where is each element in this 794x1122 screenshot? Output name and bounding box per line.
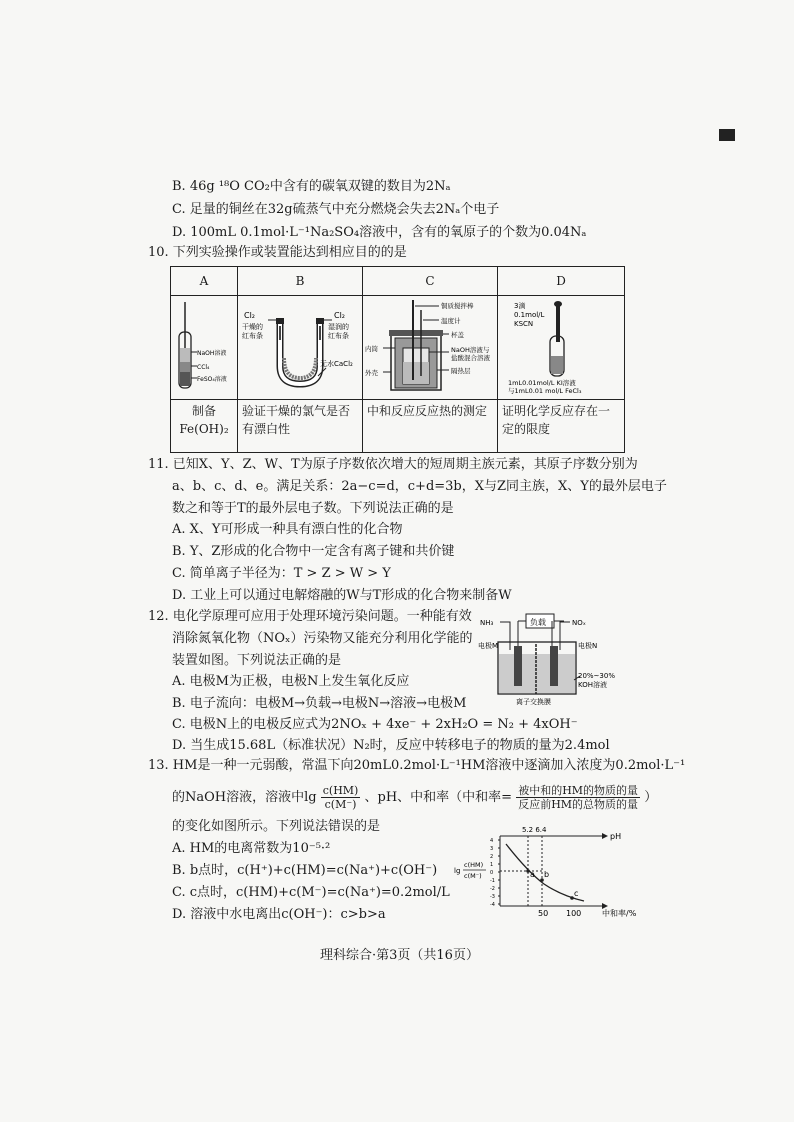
apparatus-c bbox=[363, 296, 498, 400]
y-tick-label: -3 bbox=[490, 894, 495, 900]
q10-stem: 10. 下列实验操作或装置能达到相应目的的是 bbox=[148, 245, 407, 260]
q13-line2-pre: 的NaOH溶液，溶液中lg bbox=[172, 790, 317, 805]
ph-axis-label: pH bbox=[610, 832, 622, 841]
q13-option-c: C. c点时，c(HM)+c(M⁻)=c(Na⁺)=0.2mol/L bbox=[172, 885, 450, 900]
label-nox: NOₓ bbox=[572, 619, 586, 627]
rate-denominator: 反应前HM的总物质的量 bbox=[518, 798, 639, 811]
apparatus-d bbox=[498, 296, 625, 400]
label-electrode-m: 电极M bbox=[478, 642, 499, 650]
x-tick-50: 50 bbox=[538, 909, 549, 918]
label-insulation: 隔热层 bbox=[451, 367, 471, 375]
label-thermometer: 温度计 bbox=[441, 317, 461, 325]
header-c: C bbox=[363, 267, 498, 296]
label-red-cloth-2: 红布条 bbox=[328, 332, 349, 340]
q12-stem-line3: 装置如图。下列说法正确的是 bbox=[172, 653, 342, 668]
q12-option-c: C. 电极N上的电极反应式为2NOₓ + 4xe⁻ + 2xH₂O = N₂ + 4xOH⁻ bbox=[172, 717, 578, 732]
q12-stem-line1: 12. 电化学原理可应用于处理环境污染问题。一种能有效 bbox=[148, 609, 472, 624]
q11-option-c: C. 简单离子半径为：T > Z > W > Y bbox=[172, 566, 391, 581]
q11-stem-line1: 11. 已知X、Y、Z、W、T为原子序数依次增大的短周期主族元素，其原子序数分别为 bbox=[148, 457, 638, 472]
y-tick-label: 3 bbox=[490, 846, 494, 852]
point-a-label: a bbox=[530, 870, 535, 879]
q11-option-d: D. 工业上可以通过电解熔融的W与T形成的化合物来制备W bbox=[172, 588, 512, 603]
header-d: D bbox=[498, 267, 625, 296]
apparatus-d-figure bbox=[498, 296, 624, 396]
q12-option-a: A. 电极M为正极，电极N上发生氧化反应 bbox=[172, 674, 410, 689]
neutralization-rate-fraction bbox=[516, 784, 640, 811]
apparatus-c-figure bbox=[363, 296, 497, 396]
experiment-table bbox=[170, 266, 625, 453]
desc-b: 验证干燥的氯气是否有漂白性 bbox=[238, 400, 363, 453]
label-electrode-n: 电极N bbox=[578, 642, 598, 650]
q13-graph bbox=[452, 822, 642, 918]
label-solution-2: 盐酸混合溶液 bbox=[451, 354, 490, 362]
x-tick-100: 100 bbox=[566, 909, 582, 918]
label-outer-shell: 外壳 bbox=[365, 369, 378, 377]
y-label-denominator: c(M⁻) bbox=[464, 872, 482, 880]
label-solution-1: NaOH溶液与 bbox=[451, 346, 490, 354]
label-inner-cup: 内筒 bbox=[365, 345, 378, 353]
electrochemical-cell-figure bbox=[476, 610, 636, 706]
label-cl2-left: Cl₂ bbox=[244, 311, 256, 320]
header-a: A bbox=[171, 267, 238, 296]
label-load: 负载 bbox=[530, 618, 546, 627]
label-koh-solution: KOH溶液 bbox=[578, 681, 607, 689]
q11-option-a: A. X、Y可形成一种具有漂白性的化合物 bbox=[172, 522, 403, 537]
q12-stem-line2: 消除氮氧化物（NOₓ）污染物又能充分利用化学能的 bbox=[172, 631, 473, 646]
label-cup-lid: 杯盖 bbox=[451, 331, 464, 339]
y-tick-label: -2 bbox=[490, 886, 495, 892]
q13-option-a: A. HM的电离常数为10⁻⁵·² bbox=[172, 841, 331, 856]
q9-option-b: B. 46g ¹⁸O CO₂中含有的碳氧双键的数目为2Nₐ bbox=[172, 179, 451, 194]
q11-stem-line2: a、b、c、d、e。满足关系：2a−c=d，c+d=3b，X与Z同主族，X、Y的最外层电子 bbox=[172, 479, 667, 494]
apparatus-b-figure bbox=[238, 296, 362, 396]
y-tick-label: 4 bbox=[490, 838, 494, 844]
x-axis-label: 中和率/% bbox=[602, 909, 637, 918]
q13-option-d: D. 溶液中水电离出c(OH⁻)：c>b>a bbox=[172, 907, 386, 922]
q9-option-d: D. 100mL 0.1mol·L⁻¹Na₂SO₄溶液中，含有的氧原子的个数为0.04Nₐ bbox=[172, 225, 587, 240]
corner-mark bbox=[719, 129, 735, 141]
desc-c: 中和反应反应热的测定 bbox=[363, 400, 498, 453]
label-kscn: KSCN bbox=[514, 320, 534, 328]
q13-option-b: B. b点时，c(H⁺)+c(HM)=c(Na⁺)+c(OH⁻) bbox=[172, 863, 438, 878]
page-footer: 理科综合·第3页（共16页） bbox=[320, 948, 479, 963]
label-dry: 干燥的 bbox=[242, 323, 263, 331]
label-stirrer: 铜质搅拌棒 bbox=[441, 302, 474, 310]
desc-a: 制备Fe(OH)₂ bbox=[171, 400, 238, 453]
y-tick-label: -4 bbox=[490, 902, 495, 908]
q12-option-d: D. 当生成15.68L（标准状况）N₂时，反应中转移电子的物质的量为2.4mol bbox=[172, 738, 610, 753]
y-tick-labels bbox=[490, 838, 500, 908]
q13-stem-line1: 13. HM是一种一元弱酸，常温下向20mL0.2mol·L⁻¹HM溶液中逐滴加入浓度为0.2mol·L⁻¹ bbox=[148, 758, 686, 773]
fraction-numerator: c(HM) bbox=[322, 784, 359, 797]
label-wet: 湿润的 bbox=[328, 323, 349, 331]
header-b: B bbox=[238, 267, 363, 296]
q13-stem-line3: 的变化如图所示。下列说法错误的是 bbox=[172, 819, 381, 834]
apparatus-b bbox=[238, 296, 363, 400]
label-red-cloth: 红布条 bbox=[242, 332, 263, 340]
lg-ratio-fraction bbox=[321, 784, 361, 811]
q13-stem-line2 bbox=[172, 784, 657, 812]
fraction-denominator: c(M⁻) bbox=[324, 798, 357, 811]
y-label-numerator: c(HM) bbox=[464, 861, 484, 869]
point-c-label: c bbox=[574, 889, 579, 898]
label-cacl2: 无水CaCl₂ bbox=[320, 360, 353, 368]
label-concentration: 0.1mol/L bbox=[514, 311, 545, 319]
q12-option-b: B. 电子流向：电极M→负载→电极N→溶液→电极M bbox=[172, 696, 467, 711]
q13-line2-mid: 、pH、中和率（中和率= bbox=[364, 790, 513, 805]
label-nh3: NH₃ bbox=[480, 619, 494, 627]
label-drops: 3滴 bbox=[514, 302, 526, 310]
q13-line2-post: ） bbox=[644, 790, 658, 805]
label-cl2-right: Cl₂ bbox=[334, 311, 346, 320]
top-tick-labels: 5.2 6.4 bbox=[522, 826, 547, 834]
label-ccl4: CCl₄ bbox=[197, 364, 210, 371]
y-label-lg: lg bbox=[454, 867, 461, 875]
apparatus-a-figure bbox=[171, 296, 237, 396]
apparatus-a bbox=[171, 296, 238, 400]
point-b-label: b bbox=[544, 870, 550, 879]
desc-d: 证明化学反应存在一定的限度 bbox=[498, 400, 625, 453]
y-tick-label: 2 bbox=[490, 854, 494, 860]
y-tick-label: 1 bbox=[490, 862, 494, 868]
y-tick-label: -1 bbox=[490, 878, 495, 884]
label-feso4: FeSO₄溶液 bbox=[197, 376, 227, 383]
label-fecl3-solution: 与1mL0.01 mol/L FeCl₃ bbox=[508, 387, 582, 395]
y-tick-label: 0 bbox=[490, 870, 494, 876]
q11-option-b: B. Y、Z形成的化合物中一定含有离子键和共价键 bbox=[172, 544, 455, 559]
label-membrane: 离子交换膜 bbox=[516, 698, 551, 706]
label-naoh: NaOH溶液 bbox=[197, 350, 227, 357]
label-koh-conc: 20%~30% bbox=[578, 672, 615, 680]
q9-option-c: C. 足量的铜丝在32g硫蒸气中充分燃烧会失去2Nₐ个电子 bbox=[172, 202, 500, 217]
q11-stem-line3: 数之和等于T的最外层电子数。下列说法正确的是 bbox=[172, 501, 454, 516]
label-ki-solution: 1mL0.01mol/L KI溶液 bbox=[508, 379, 576, 387]
rate-numerator: 被中和的HM的物质的量 bbox=[518, 784, 639, 797]
